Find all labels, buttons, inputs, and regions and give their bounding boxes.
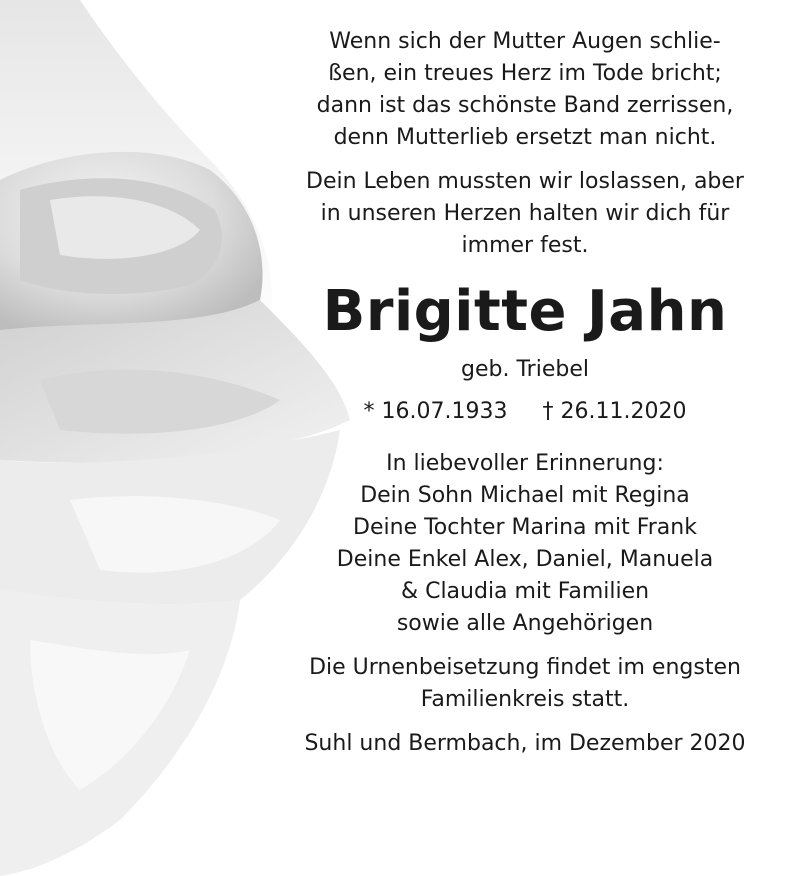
deceased-name: Brigitte Jahn [322,279,728,344]
poem-line: dann ist das schönste Band zerrissen, [316,93,734,118]
death-date: † 26.11.2020 [542,399,687,424]
poem-line: denn Mutterlieb ersetzt man nicht. [333,125,717,150]
mourner-line: & Claudia mit Familien [400,579,650,604]
maiden-name: geb. Triebel [461,357,589,382]
funeral-line: Familienkreis statt. [420,687,630,712]
leben-line: immer fest. [461,233,589,258]
obituary-text [270,26,780,760]
mourner-line: Dein Sohn Michael mit Regina [360,483,690,508]
mourner-line: In liebevoller Erinnerung: [386,451,664,476]
leben-line: in unseren Herzen halten wir dich für [320,201,730,226]
funeral-line: Die Urnenbeisetzung findet im engsten [309,655,741,680]
poem-line: ßen, ein treues Herz im Tode bricht; [328,61,722,86]
mourner-line: Deine Enkel Alex, Daniel, Manuela [336,547,714,572]
poem-line: Wenn sich der Mutter Augen schlie- [329,29,721,54]
life-dates [270,396,780,428]
leben-line: Dein Leben mussten wir loslassen, aber [306,169,744,194]
mourner-line: Deine Tochter Marina mit Frank [353,515,697,540]
mourner-line: sowie alle Angehörigen [396,611,654,636]
birth-date: * 16.07.1933 [363,399,508,424]
place-date: Suhl und Bermbach, im Dezember 2020 [304,731,746,756]
